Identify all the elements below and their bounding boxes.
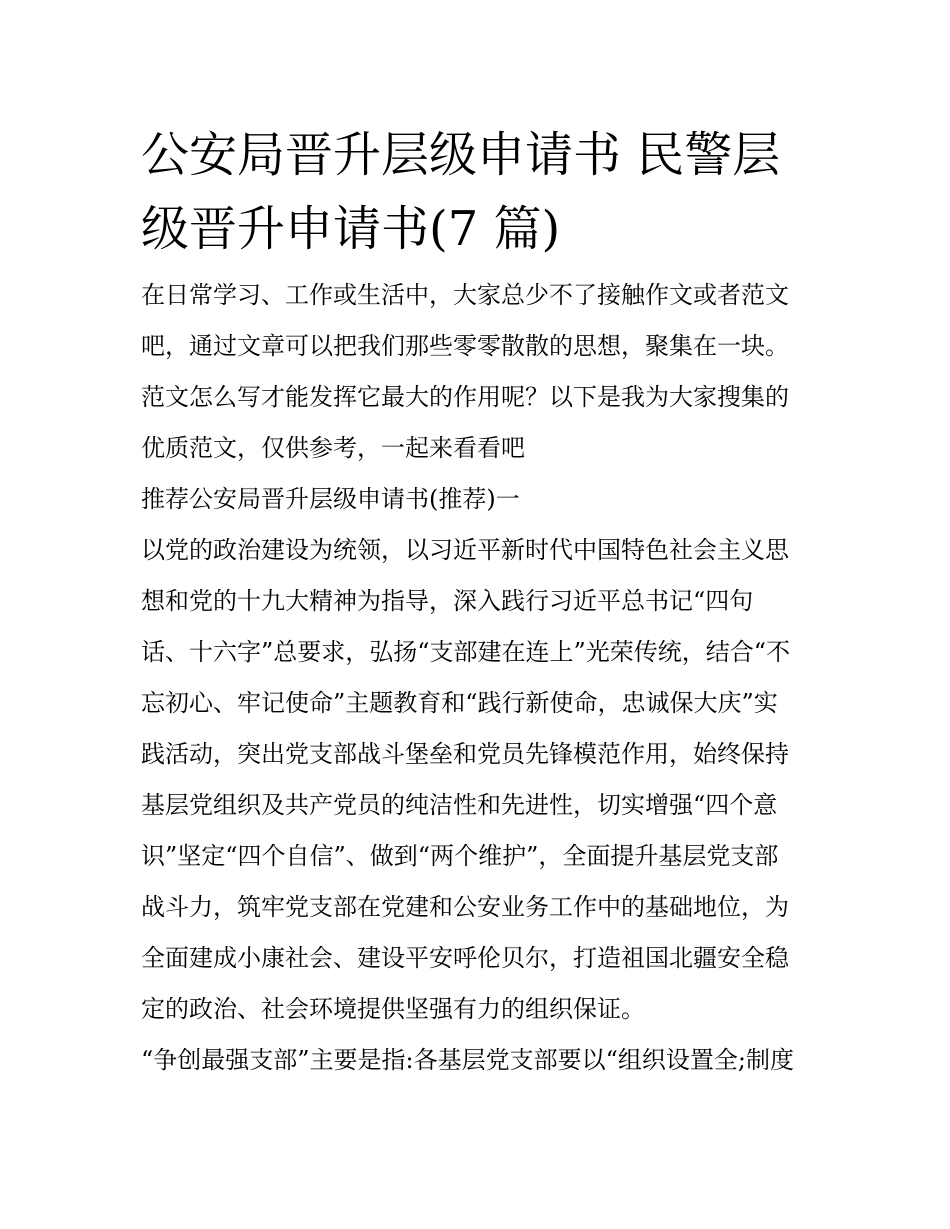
text-line: 优质范文，仅供参考，一起来看看吧: [141, 434, 525, 462]
text-line: “争创最强支部”主要是指:各基层党支部要以“组织设置全;制度: [141, 1046, 794, 1074]
text-line: 在日常学习、工作或生活中，大家总少不了接触作文或者范文: [141, 281, 789, 309]
text-line: 定的政治、社会环境提供坚强有力的组织保证。: [141, 995, 645, 1023]
title-line: 级晋升申请书(7 篇): [141, 201, 561, 257]
text-line: 以党的政治建设为统领，以习近平新时代中国特色社会主义思: [141, 536, 789, 564]
document-title: [141, 118, 813, 266]
text-line: 忘初心、牢记使命”主题教育和“践行新使命，忠诚保大庆”实: [141, 689, 778, 717]
continuation-paragraph: [141, 1035, 813, 1086]
text-line: 基层党组织及共产党员的纯洁性和先进性，切实增强“四个意: [141, 791, 778, 819]
body-paragraph: [141, 525, 813, 1035]
text-line: 范文怎么写才能发挥它最大的作用呢？以下是我为大家搜集的: [141, 383, 789, 411]
text-line: 全面建成小康社会、建设平安呼伦贝尔，打造祖国北疆安全稳: [141, 944, 789, 972]
title-line: 公安局晋升层级申请书 民警层: [141, 127, 781, 183]
document-content: [141, 118, 813, 1086]
intro-paragraph: [141, 270, 813, 474]
text-line: 践活动，突出党支部战斗堡垒和党员先锋模范作用，始终保持: [141, 740, 789, 768]
text-line: 话、十六字”总要求，弘扬“支部建在连上”光荣传统，结合“不: [141, 638, 791, 666]
text-line: 吧，通过文章可以把我们那些零零散散的思想，聚集在一块。: [141, 332, 789, 360]
text-line: 识”坚定“四个自信”、做到“两个维护”，全面提升基层党支部: [141, 842, 779, 870]
text-line: 战斗力，筑牢党支部在党建和公安业务工作中的基础地位，为: [141, 893, 789, 921]
section-heading: 推荐公安局晋升层级申请书(推荐)一: [141, 485, 520, 513]
text-line: 想和党的十九大精神为指导，深入践行习近平总书记“四句: [141, 587, 754, 615]
